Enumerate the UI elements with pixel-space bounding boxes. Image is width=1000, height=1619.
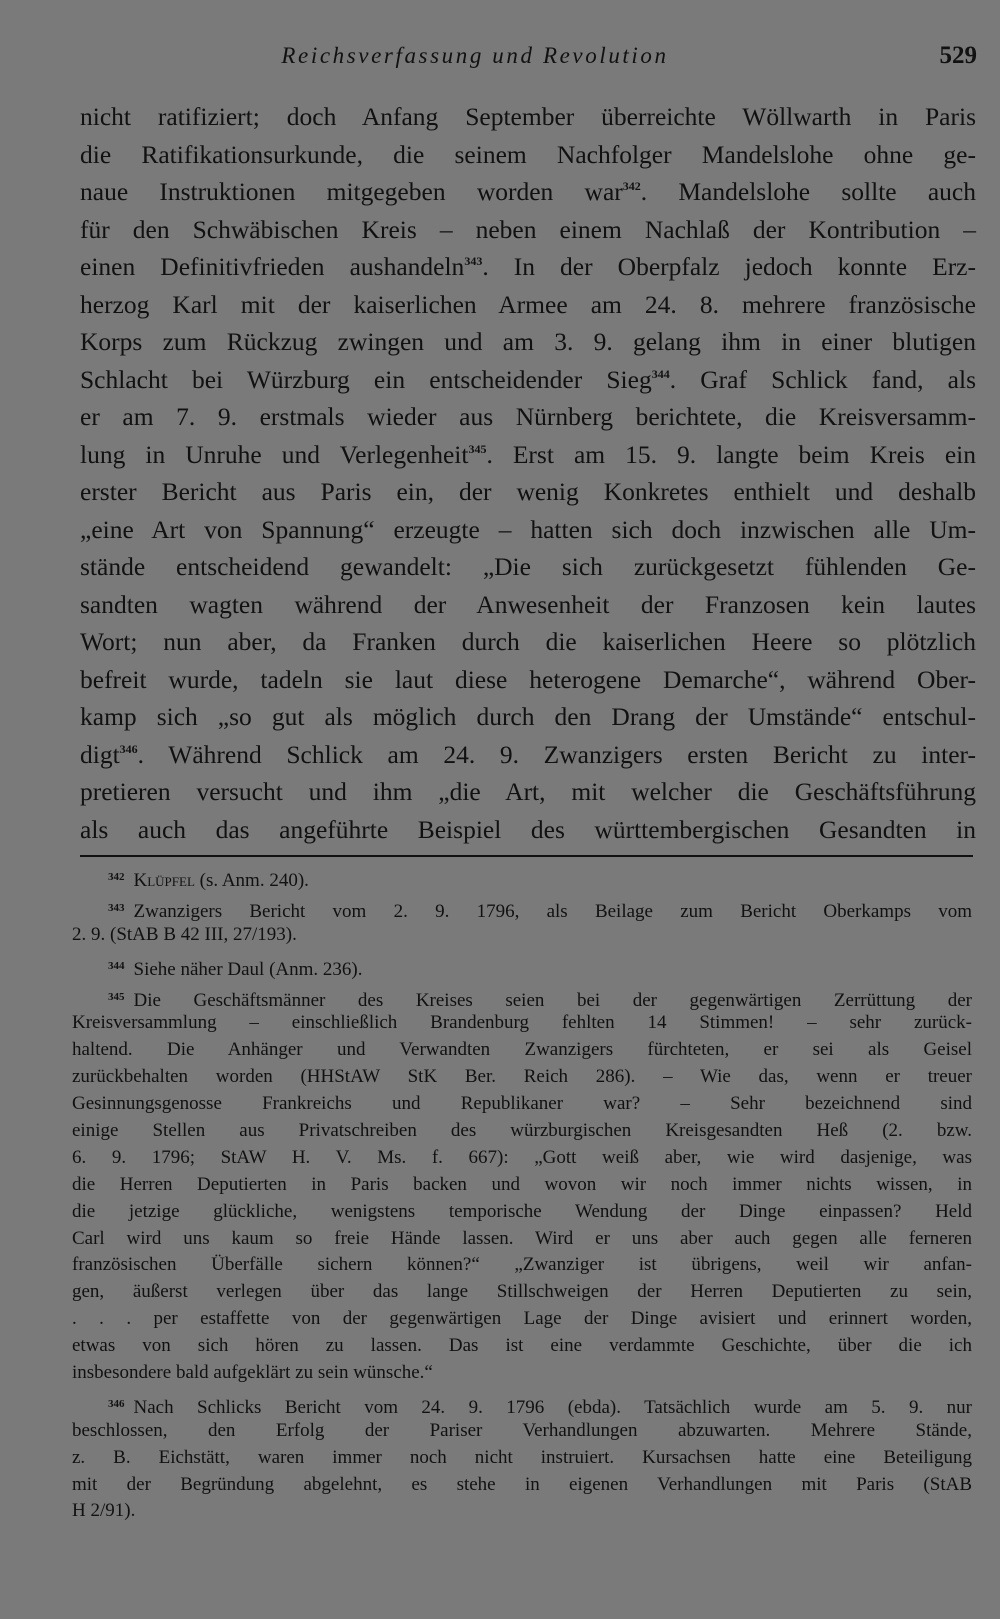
- footnote-text: Zwanzigers Bericht vom 2. 9. 1796, als Beilage zum Bericht Oberkamps vom: [133, 900, 972, 922]
- body-text-line: befreit wurde, tadeln sie laut diese heterogene Demarche“, während Ober-: [80, 664, 976, 694]
- running-head: [80, 38, 977, 74]
- footnote-text: etwas von sich hören zu lassen. Das ist eine verdammte Geschichte, über die ich: [72, 1335, 972, 1357]
- footnote-text: Gesinnungsgenosse Frankreichs und Republikaner war? – Sehr bezeichnend sind: [72, 1093, 972, 1115]
- body-text-segment: digt: [80, 739, 120, 769]
- body-text-line: die Ratifikationsurkunde, die seinem Nachfolger Mandelslohe ohne ge-: [80, 139, 976, 169]
- body-text-line: Korps zum Rückzug zwingen und am 3. 9. gelang ihm in einer blutigen: [80, 327, 976, 356]
- footnote-first-line: [72, 864, 972, 891]
- footnote-text: insbesondere bald aufgeklärt zu sein wünsche.“: [72, 1362, 433, 1384]
- body-text-line: pretieren versucht und ihm „die Art, mit welcher die Geschäftsführung: [80, 777, 976, 806]
- footnote-line: [72, 1445, 972, 1472]
- footnote-text: gen, äußerst verlegen über das lange Stillschweigen der Herren Deputierten zu sein,: [72, 1281, 972, 1303]
- body-text-line: Wort; nun aber, da Franken durch die kaiserlichen Heere so plötzlich: [80, 627, 976, 656]
- footnotes: [72, 864, 972, 1525]
- footnote-line: [72, 1172, 972, 1199]
- body-text-line: stände entscheidend gewandelt: „Die sich zurückgesetzt fühlenden Ge-: [80, 552, 976, 581]
- footnote-reference: 343: [464, 254, 483, 268]
- footnote-line: [72, 1279, 972, 1306]
- body-text-line: für den Schwäbischen Kreis – neben einem Nachlaß der Kontribution –: [80, 214, 976, 244]
- footnote-text: die Herren Deputierten in Paris backen und wovon wir noch immer nichts wissen, in: [72, 1173, 972, 1195]
- footnote-text: die jetzige glückliche, wenigstens temporische Wendung der Dinge einpassen? Held: [72, 1200, 972, 1222]
- body-text-line: [80, 361, 976, 399]
- body-text-line: er am 7. 9. erstmals wieder aus Nürnberg berichtete, die Kreisversamm-: [80, 402, 976, 431]
- footnote-line: [72, 1064, 972, 1091]
- footnote-text: 6. 9. 1796; StAW H. V. Ms. f. 667): „Gott weiß aber, wie wird dasjenige, was: [72, 1146, 972, 1168]
- body-text-segment: . Mandelslohe sollte auch: [640, 177, 976, 206]
- footnote-reference: 344: [651, 366, 670, 381]
- main-text: [80, 98, 976, 848]
- footnote-text: beschlossen, den Erfolg der Pariser Verhandlungen abzuwarten. Mehrere Stände,: [72, 1419, 972, 1441]
- body-text-line: sandten wagten während der Anwesenheit der Franzosen kein lautes: [80, 589, 976, 619]
- footnote-line: [72, 1037, 972, 1064]
- footnote-line: [72, 1118, 972, 1145]
- footnote-text: einige Stellen aus Privatschreiben des würzburgischen Kreisgesandten Heß (2. bzw.: [72, 1120, 972, 1142]
- footnote-line: [72, 1306, 972, 1333]
- body-text-segment: einen Definitivfrieden aushandeln: [80, 252, 465, 281]
- body-text-segment: lung in Unruhe und Verlegenheit: [80, 439, 469, 469]
- footnote-text: Kreisversammlung – einschließlich Brandenburg fehlten 14 Stimmen! – sehr zurück-: [72, 1012, 972, 1034]
- body-text-line: [80, 436, 976, 474]
- footnote-line: [72, 1252, 972, 1279]
- footnote-line: [72, 1226, 972, 1253]
- footnote-first-line: [72, 953, 972, 980]
- footnote-text: Siehe näher Daul (Anm. 236).: [133, 958, 363, 980]
- footnote-first-line: [72, 895, 972, 922]
- body-text-line: kamp sich „so gut als möglich durch den Drang der Umstände“ entschul-: [80, 702, 976, 731]
- footnote-reference: 342: [622, 179, 641, 193]
- footnote-line: [72, 1010, 972, 1037]
- footnote-text: haltend. Die Anhänger und Verwandten Zwanzigers fürchteten, er sei als Geisel: [72, 1039, 972, 1061]
- body-text-line: erster Bericht aus Paris ein, der wenig Konkretes enthielt und deshalb: [80, 477, 976, 506]
- footnote-number: 343: [108, 901, 125, 914]
- body-text-line: [80, 173, 976, 211]
- footnote-text: H 2/91).: [72, 1500, 136, 1522]
- footnote-rule: [80, 855, 973, 857]
- body-text-line: [80, 248, 976, 286]
- footnote-line: [72, 1360, 972, 1387]
- footnote-line: [72, 1145, 972, 1172]
- footnote-text: Nach Schlicks Bericht vom 24. 9. 1796 (ebda). Tatsächlich wurde am 5. 9. nur: [133, 1396, 972, 1418]
- page-number: 529: [939, 42, 977, 69]
- footnote-text: Carl wird uns kaum so freie Hände lassen. Wird er uns aber auch gegen alle ferneren: [72, 1227, 972, 1249]
- body-text-line: „eine Art von Spannung“ erzeugte – hatten sich doch inzwischen alle Um-: [80, 514, 976, 544]
- footnote-text: z. B. Eichstätt, waren immer noch nicht instruiert. Kursachsen hatte eine Beteiligung: [72, 1446, 972, 1468]
- footnote-text: 2. 9. (StAB B 42 III, 27/193).: [72, 923, 297, 945]
- body-text-segment: . In der Oberpfalz jedoch konnte Erz-: [482, 252, 976, 281]
- body-text-segment: . Erst am 15. 9. langte beim Kreis ein: [486, 439, 976, 469]
- footnote-text: mit der Begründung abgelehnt, es stehe in eigenen Verhandlungen mit Paris (StAB: [72, 1473, 972, 1495]
- running-title: Reichsverfassung und Revolution: [281, 43, 669, 68]
- footnote-number: 346: [108, 1397, 125, 1410]
- footnote-number: 345: [108, 990, 125, 1003]
- footnote-line: [72, 1333, 972, 1360]
- footnote-line: [72, 1498, 972, 1525]
- footnote-reference: 346: [119, 741, 138, 756]
- footnote-text: zurückbehalten worden (HHStAW StK Ber. Reich 286). – Wie das, wenn er treuer: [72, 1066, 972, 1088]
- footnote-text: . . . per estaffette von der gegenwärtigen Lage der Dinge avisiert und erinnert worden,: [72, 1308, 972, 1330]
- footnote-reference: 345: [468, 441, 487, 456]
- footnote-text: Die Geschäftsmänner des Kreises seien bei der gegenwärtigen Zerrüttung der: [133, 989, 972, 1011]
- body-text-line: herzog Karl mit der kaiserlichen Armee am 24. 8. mehrere französische: [80, 289, 976, 319]
- footnote-line: [72, 1199, 972, 1226]
- footnote-number: 344: [108, 959, 125, 972]
- footnote-line: [72, 1472, 972, 1499]
- footnote-text: französischen Überfälle sichern können?“ „Zwanziger ist übrigens, weil wir anfan-: [72, 1254, 972, 1276]
- body-text-segment: naue Instruktionen mitgegeben worden war: [80, 177, 623, 206]
- footnote-line: [72, 1418, 972, 1445]
- body-text-segment: Schlacht bei Würzburg ein entscheidender Sieg: [80, 364, 652, 394]
- footnote-line: [72, 1091, 972, 1118]
- footnote-number: 342: [108, 871, 125, 883]
- body-text-segment: . Graf Schlick fand, als: [669, 364, 976, 394]
- footnote-line: [72, 922, 972, 949]
- body-text-line: [80, 736, 976, 774]
- footnote-first-line: [72, 1391, 972, 1418]
- body-text-line: nicht ratifiziert; doch Anfang September überreichte Wöllwarth in Paris: [80, 102, 976, 131]
- body-text-segment: . Während Schlick am 24. 9. Zwanzigers ersten Bericht zu inter-: [137, 739, 976, 769]
- footnote-first-line: [72, 984, 972, 1011]
- body-text-line: als auch das angeführte Beispiel des württembergischen Gesandten in: [80, 814, 976, 844]
- footnote-text: Klüpfel (s. Anm. 240).: [133, 870, 309, 891]
